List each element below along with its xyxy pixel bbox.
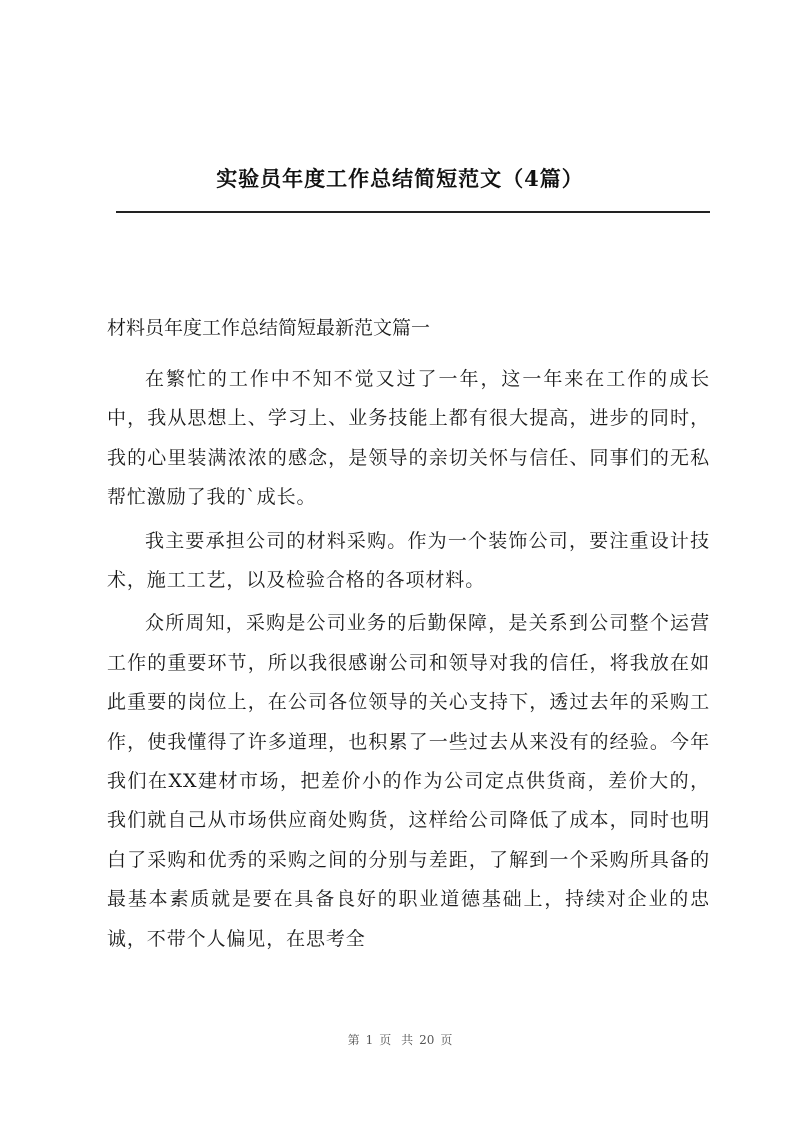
- document-title: 实验员年度工作总结简短范文（4篇）: [216, 166, 584, 191]
- page-number-prefix: 第: [347, 1033, 360, 1047]
- page-number: [0, 1031, 800, 1048]
- body-paragraph: 我主要承担公司的材料采购。作为一个装饰公司，要注重设计技术，施工工艺，以及检验合格的各项材料。: [107, 529, 710, 592]
- page-number-suffix: 页: [440, 1033, 453, 1047]
- page-number-middle: 页 共: [379, 1033, 414, 1047]
- document-body: [107, 316, 710, 959]
- body-paragraph: 在繁忙的工作中不知不觉又过了一年，这一年来在工作的成长中，我从思想上、学习上、业务技能上都有很大提高，进步的同时，我的心里装满浓浓的感念，是领导的亲切关怀与信任、同事们的无私帮忙激励了我的`成长。: [107, 368, 710, 509]
- body-paragraph: 众所周知，采购是公司业务的后勤保障，是关系到公司整个运营工作的重要环节，所以我很感谢公司和领导对我的信任，将我放在如此重要的岗位上，在公司各位领导的关心支持下，透过去年的采购工作，使我懂得了许多道理，也积累了一些过去从来没有的经验。今年我们在XX建材市场，把差价小的作为公司定点供货商，差价大的，我们就自己从市场供应商处购货，这样给公司降低了成本，同时也明白了采购和优秀的采购之间的分别与差距，了解到一个采购所具备的最基本素质就是要在具备良好的职业道德基础上，持续对企业的忠诚，不带个人偏见，在思考全: [107, 612, 710, 950]
- total-pages: 20: [419, 1033, 435, 1047]
- current-page: 1: [365, 1033, 374, 1047]
- section-heading: 材料员年度工作总结简短最新范文篇一: [107, 317, 431, 339]
- title-underline: [116, 211, 710, 213]
